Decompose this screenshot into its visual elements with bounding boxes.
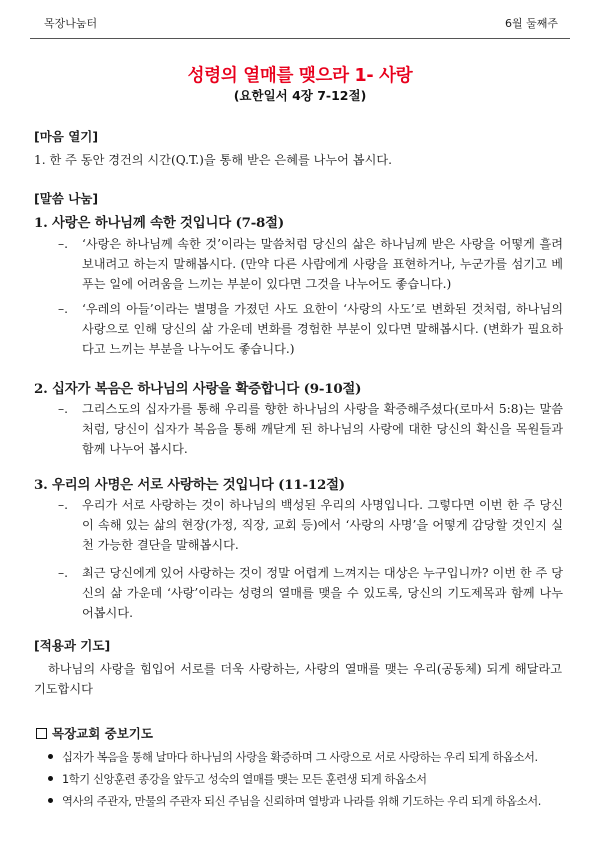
- prayer-item-text: 역사의 주관자, 만물의 주관자 되신 주님을 신뢰하며 열방과 나라를 위해 기도하는 우리 되게 하옵소서.: [62, 795, 541, 808]
- prayer-item-text: 십자가 복음을 통해 날마다 하나님의 사랑을 확증하며 그 사랑으로 서로 사랑하는 우리 되게 하옵소서.: [62, 751, 538, 764]
- checkbox-square-icon: [36, 728, 47, 739]
- point-3-title: 3. 우리의 사명은 서로 사랑하는 것입니다 (11-12절): [34, 477, 345, 493]
- sharing-heading: [말씀 나눔]: [34, 191, 99, 206]
- paragraph-text: ‘우레의 아들’이라는 별명을 가졌던 사도 요한이 ‘사랑의 사도’로 변화된 것처럼, 하나님의 사랑으로 인해 당신의 삶 가운데 변화를 경험한 부분이 있다면 말해봅시다. (변화가 필요하다고 느끼는 부분을 나누어도 좋습니다.): [82, 302, 563, 356]
- bullet-icon: [48, 754, 53, 759]
- page-subtitle: (요한일서 4장 7-12절): [233, 88, 367, 103]
- list-item: [48, 769, 588, 791]
- apply-heading: [적용과 기도]: [34, 638, 111, 653]
- header-left-label: 목장나눔터: [44, 17, 98, 30]
- apply-text: 하나님의 사랑을 힘입어 서로를 더욱 사랑하는, 사랑의 열매를 맺는 우리(공동체) 되게 해달라고 기도합시다: [34, 662, 562, 696]
- paragraph-text: 우리가 서로 사랑하는 것이 하나님의 백성된 우리의 사명입니다. 그렇다면 이번 한 주 당신이 속해 있는 삶의 현장(가정, 직장, 교회 등)에서 ‘사랑의 사명’을 어떻게 감당할 것인지 실천 가능한 결단을 말해봅시다.: [82, 498, 563, 552]
- list-item: [48, 747, 588, 769]
- bullet-icon: [48, 776, 53, 781]
- point-1-paragraph-1: –. ‘사랑은 하나님께 속한 것’이라는 말씀처럼 당신의 삶은 하나님께 받은 사랑을 어떻게 흘려 보내려고 하는지 말해봅시다. (만약 다른 사람에게 사랑을 표현하거나, 누군가를 섬기고 베푸는 일에 어려움을 느끼는 부분이 있다면 그것을 나누어도 좋습니다.): [58, 234, 563, 294]
- page-header: [30, 0, 570, 39]
- opening-item: 1. 한 주 동안 경건의 시간(Q.T.)을 통해 받은 은혜를 나누어 봅시다.: [34, 153, 393, 167]
- point-1-paragraph-2: –. ‘우레의 아들’이라는 별명을 가졌던 사도 요한이 ‘사랑의 사도’로 변화된 것처럼, 하나님의 사랑으로 인해 당신의 삶 가운데 변화를 경험한 부분이 있다면 말해봅시다. (변화가 필요하다고 느끼는 부분을 나누어도 좋습니다.): [58, 299, 563, 359]
- point-2-paragraph-1: –. 그리스도의 십자가를 통해 우리를 향한 하나님의 사랑을 확증해주셨다(로마서 5:8)는 말씀처럼, 당신이 십자가 복음을 통해 깨닫게 된 하나님의 사랑에 대한 당신의 확신을 목원들과 함께 나누어 봅시다.: [58, 399, 563, 459]
- prayer-heading: [36, 724, 153, 742]
- page-title: 성령의 열매를 맺으라 1- 사랑: [187, 66, 413, 86]
- paragraph-text: ‘사랑은 하나님께 속한 것’이라는 말씀처럼 당신의 삶은 하나님께 받은 사랑을 어떻게 흘려 보내려고 하는지 말해봅시다. (만약 다른 사람에게 사랑을 표현하거나, 누군가를 섬기고 베푸는 일에 어려움을 느끼는 부분이 있다면 그것을 나누어도 좋습니다.): [82, 237, 563, 291]
- opening-heading: [마음 열기]: [34, 129, 99, 144]
- paragraph-text: 그리스도의 십자가를 통해 우리를 향한 하나님의 사랑을 확증해주셨다(로마서 5:8)는 말씀처럼, 당신이 십자가 복음을 통해 깨닫게 된 하나님의 사랑에 대한 당신의 확신을 목원들과 함께 나누어 봅시다.: [82, 402, 563, 456]
- prayer-item-text: 1학기 신앙훈련 종강을 앞두고 성숙의 열매를 맺는 모든 훈련생 되게 하옵소서: [62, 773, 427, 786]
- point-1-title: 1. 사랑은 하나님께 속한 것입니다 (7-8절): [34, 215, 285, 231]
- prayer-list: [48, 747, 588, 813]
- header-right-label: 6월 둘째주: [505, 17, 558, 30]
- list-item: [48, 791, 588, 813]
- paragraph-text: 최근 당신에게 있어 사랑하는 것이 정말 어렵게 느껴지는 대상은 누구입니까? 이번 한 주 당신의 삶 가운데 ‘사랑’이라는 성령의 열매를 맺을 수 있도록, 당신의 기도제목과 함께 나누어봅시다.: [82, 566, 563, 620]
- bullet-icon: [48, 798, 53, 803]
- prayer-heading-label: 목장교회 중보기도: [52, 726, 153, 741]
- point-3-paragraph-1: –. 우리가 서로 사랑하는 것이 하나님의 백성된 우리의 사명입니다. 그렇다면 이번 한 주 당신이 속해 있는 삶의 현장(가정, 직장, 교회 등)에서 ‘사랑의 사명’을 어떻게 감당할 것인지 실천 가능한 결단을 말해봅시다.: [58, 495, 563, 555]
- point-2-title: 2. 십자가 복음은 하나님의 사랑을 확증합니다 (9-10절): [34, 381, 362, 397]
- point-3-paragraph-2: –. 최근 당신에게 있어 사랑하는 것이 정말 어렵게 느껴지는 대상은 누구입니까? 이번 한 주 당신의 삶 가운데 ‘사랑’이라는 성령의 열매를 맺을 수 있도록, 당신의 기도제목과 함께 나누어봅시다.: [58, 563, 563, 623]
